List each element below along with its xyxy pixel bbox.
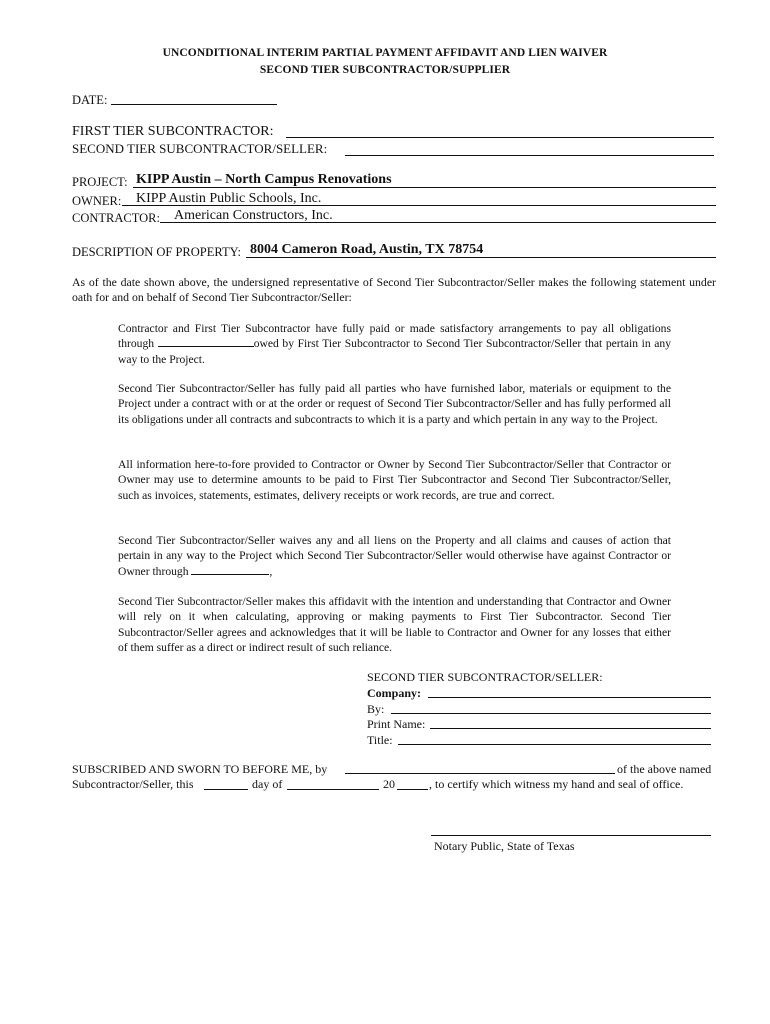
paragraph-3: All information here-to-fore provided to Contractor or Owner by Second Tier Subcontractor/Seller that Contractor or Owner may use to determine amounts to be paid to First Tier Subcontractor and Second Tier Subcontractor/Seller, such as invoices, statements, estimates, delivery receipts or work records, are true and correct.: [118, 458, 671, 502]
project-field[interactable]: [133, 187, 716, 188]
document-subtitle: SECOND TIER SUBCONTRACTOR/SUPPLIER: [259, 64, 511, 76]
year-field[interactable]: [397, 789, 428, 790]
notary-line2-b: day of: [252, 777, 283, 791]
paragraph-5: Second Tier Subcontractor/Seller makes this affidavit with the intention and understanding that Contractor and Owner will rely on it when calculating, approving or making payments to First Tier Subcontractor. Second Tier Subcontractor/Seller agrees and acknowledges that it will be liable to Contractor and Owner for any losses that either of them suffer as a direct or indirect result of such reliance.: [118, 595, 671, 655]
intro-paragraph: As of the date shown above, the undersigned representative of Second Tier Subcontractor/Seller makes the following statement under oath for and on behalf of Second Tier Subcontractor/Seller:: [72, 275, 716, 305]
paragraph-1: [118, 321, 671, 367]
notary-line2-d: , to certify which witness my hand and seal of office.: [429, 777, 684, 791]
contractor-field[interactable]: [160, 222, 716, 223]
contractor-value: American Constructors, Inc.: [174, 208, 333, 223]
paragraph-2: Second Tier Subcontractor/Seller has fully paid all parties who have furnished labor, materials or equipment to the Project under a contract with or at the order or request of Second Tier Subcontractor/Seller and has fully performed all its obligations under all contracts and subcontracts to which it is a party and which pertain in any way to the Project.: [118, 382, 671, 426]
paragraph-4: [118, 533, 671, 579]
notary-line2-c: 20: [383, 777, 395, 791]
owner-value: KIPP Austin Public Schools, Inc.: [136, 191, 322, 206]
description-label: DESCRIPTION OF PROPERTY:: [72, 245, 241, 259]
first-tier-label: FIRST TIER SUBCONTRACTOR:: [72, 124, 274, 139]
paragraph-4-part-a: Second Tier Subcontractor/Seller waives any and all liens on the Property and all claims and causes of action that pertain in any way to the Project which Second Tier Subcontractor/Seller would otherwise have against Contractor or Owner through: [118, 534, 671, 578]
owner-field[interactable]: [122, 205, 716, 206]
date-label: DATE:: [72, 93, 108, 107]
title-label: Title:: [367, 733, 393, 747]
company-field[interactable]: [428, 697, 711, 698]
company-label: Company:: [367, 686, 422, 700]
day-field[interactable]: [204, 789, 248, 790]
description-field[interactable]: [246, 257, 716, 258]
print-name-field[interactable]: [430, 728, 711, 729]
paragraph-4-part-b: ,: [269, 564, 273, 578]
through-date-field[interactable]: [158, 336, 254, 347]
by-field[interactable]: [391, 713, 711, 714]
by-label: By:: [367, 702, 385, 716]
month-field[interactable]: [287, 789, 379, 790]
first-tier-field[interactable]: [286, 137, 714, 138]
notary-line1-b: of the above named: [617, 762, 712, 776]
title-field[interactable]: [398, 744, 711, 745]
signature-heading: SECOND TIER SUBCONTRACTOR/SELLER:: [367, 670, 603, 684]
print-name-label: Print Name:: [367, 717, 426, 731]
waiver-through-date-field[interactable]: [191, 564, 269, 575]
date-field[interactable]: [111, 104, 277, 105]
notary-line2-a: Subcontractor/Seller, this: [72, 777, 194, 791]
project-value: KIPP Austin – North Campus Renovations: [136, 172, 392, 187]
owner-label: OWNER:: [72, 194, 122, 208]
paragraph-1-part-b: owed by First Tier Subcontractor to Second Tier Subcontractor/Seller that pertain in any way to the Project.: [118, 337, 671, 366]
contractor-label: CONTRACTOR:: [72, 211, 160, 225]
notary-line1-a: SUBSCRIBED AND SWORN TO BEFORE ME, by: [72, 762, 328, 776]
description-value: 8004 Cameron Road, Austin, TX 78754: [250, 242, 484, 257]
project-label: PROJECT:: [72, 175, 128, 189]
notary-label: Notary Public, State of Texas: [434, 839, 575, 853]
document-title: UNCONDITIONAL INTERIM PARTIAL PAYMENT AFFIDAVIT AND LIEN WAIVER: [162, 47, 608, 59]
second-tier-label: SECOND TIER SUBCONTRACTOR/SELLER:: [72, 141, 328, 156]
paragraph-1-part-a: Contractor and First Tier Subcontractor have fully paid or made satisfactory arrangements to pay all obligations through: [118, 322, 671, 351]
notary-signature-field[interactable]: [431, 835, 711, 836]
second-tier-field[interactable]: [345, 155, 714, 156]
sworn-by-field[interactable]: [345, 773, 615, 774]
